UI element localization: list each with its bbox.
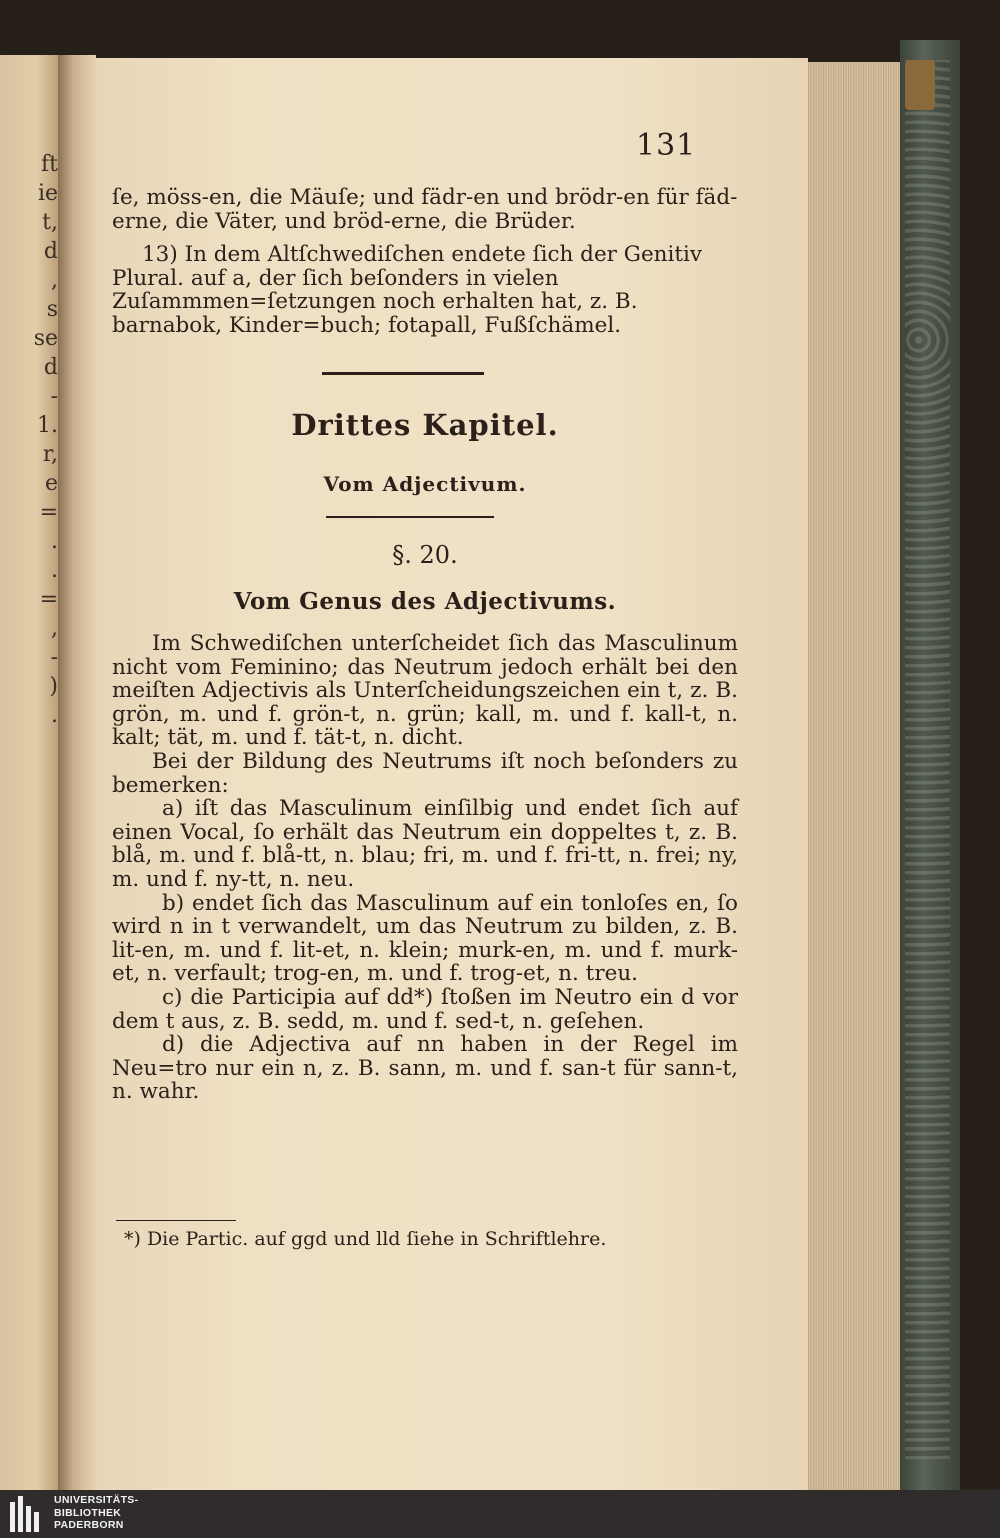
main-text [112, 632, 738, 1104]
section-title: Vom Genus des Adjectivums. [233, 588, 617, 615]
chapter-divider-bottom [326, 516, 494, 518]
left-fragment: e [44, 471, 58, 496]
left-fragment: ie [37, 181, 58, 206]
footnote: *) Die Partic. auf ggd und lld ſiehe in Schriftlehre. [124, 1228, 607, 1250]
left-fragment: d [43, 355, 58, 380]
main-paragraph: d) die Adjectiva auf nn haben in der Regel im Neu=tro nur ein n, z. B. sann, m. und f. san-t für sann-t, n. wahr. [112, 1032, 738, 1105]
library-name [54, 1494, 138, 1532]
left-fragment: d [43, 239, 58, 264]
left-page-fragments [0, 150, 58, 730]
page-number: 131 [636, 128, 697, 163]
left-fragment: = [39, 587, 58, 612]
left-fragment: s [46, 297, 58, 322]
main-paragraph: Bei der Bildung des Neutrums iſt noch beſonders zu bemerken: [112, 748, 738, 798]
left-fragment: se [33, 326, 58, 351]
left-fragment: 1. [37, 413, 58, 438]
paragraph-top: ſe, möss-en, die Mäuſe; und fädr-en und brödr-en für fäd-erne, die Väter, und bröd-erne, die Brüder. [112, 185, 738, 234]
chapter-subtitle: Vom Adjectivum. [323, 472, 527, 496]
main-paragraph: b) endet ſich das Masculinum auf ein tonloſes en, ſo wird n in t verwandelt, um das Neutrum zu bilden, z. B. lit-en, m. und f. lit-et, n. klein; murk-en, m. und f. murk-et, n. verfault; trog-en, m. und f. trog-et, n. treu. [112, 890, 738, 987]
left-fragment: , [51, 616, 58, 641]
cover-marbling [905, 60, 950, 1460]
paragraph-sign: §. 20. [392, 541, 458, 569]
main-paragraph: c) die Participia auf dd*) ſtoßen im Neutro ein d vor dem t aus, z. B. sedd, m. und f. sed-t, n. geſehen. [112, 984, 738, 1034]
left-fragment: . [51, 529, 58, 554]
library-footer-bar [0, 1490, 1000, 1538]
cover-corner [905, 60, 935, 110]
footnote-rule [116, 1220, 236, 1221]
book-gutter [58, 55, 96, 1490]
left-fragment: . [51, 703, 58, 728]
library-name-line2: BIBLIOTHEK [54, 1506, 122, 1519]
left-fragment: - [50, 645, 58, 670]
chapter-title: Drittes Kapitel. [291, 408, 559, 442]
left-fragment: = [39, 500, 58, 525]
main-paragraph: a) iſt das Masculinum einſilbig und endet ſich auf einen Vocal, ſo erhält das Neutrum ein doppeltes t, z. B. blå, m. und f. blå-tt, n. blau; fri, m. und f. fri-tt, n. frei; ny, m. und f. ny-tt, n. neu. [112, 796, 738, 892]
left-fragment: t, [42, 210, 58, 235]
left-fragment: - [50, 384, 58, 409]
library-name-line3: PADERBORN [54, 1519, 124, 1531]
page-fore-edge [808, 62, 903, 1490]
left-fragment: ) [49, 674, 58, 699]
chapter-divider-top [322, 372, 484, 375]
main-paragraph: Im Schwediſchen unterſcheidet ſich das Masculinum nicht vom Feminino; das Neutrum jedoch erhält bei den meiſten Adjectivis als Unterſcheidungszeichen ein t, z. B. grön, m. und f. grön-t, n. grün; kall, m. und f. kall-t, n. kalt; tät, m. und f. tät-t, n. dicht. [112, 631, 738, 751]
library-name-line1: UNIVERSITÄTS- [54, 1494, 139, 1506]
left-fragment: r, [42, 442, 58, 467]
library-logo-icon [6, 1494, 46, 1534]
left-fragment: ft [41, 152, 58, 177]
left-fragment: . [51, 558, 58, 583]
left-fragment: , [51, 268, 58, 293]
paragraph-13: 13) In dem Altſchwediſchen endete ſich der Genitiv Plural. auf a, der ſich beſonders in vielen Zuſammmen=ſetzungen noch erhalten hat, z. B. barnabok, Kinder=buch; fotapall, Fußſchämel. [112, 242, 703, 338]
